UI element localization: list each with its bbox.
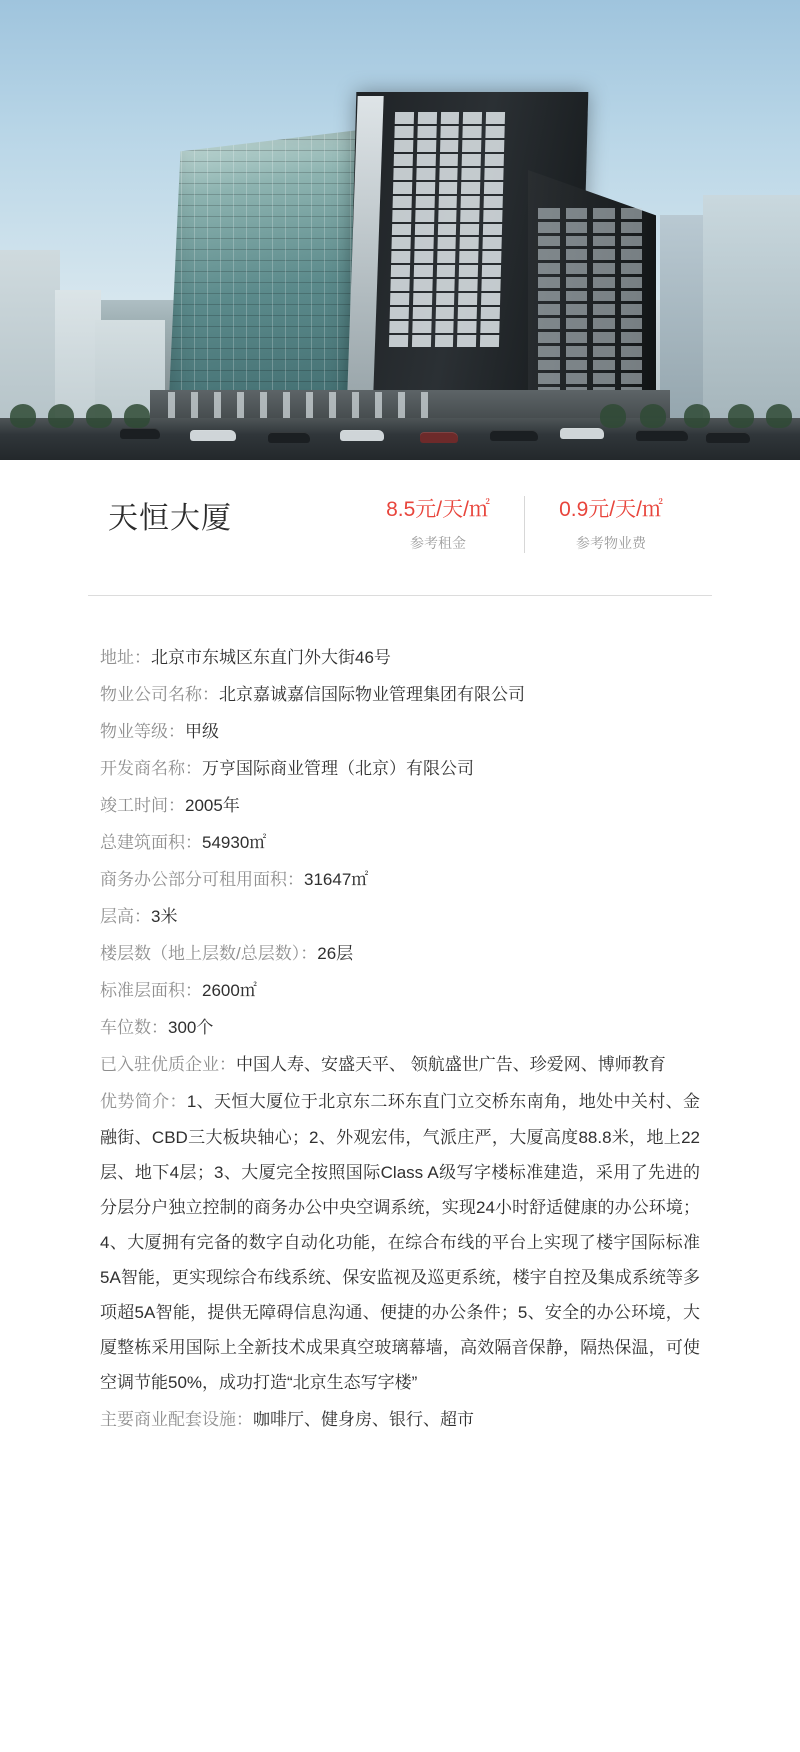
detail-value: 3米 xyxy=(151,907,178,927)
section-divider xyxy=(88,595,712,596)
property-details-list xyxy=(100,640,700,1518)
detail-key: 主要商业配套设施： xyxy=(100,1409,253,1429)
detail-row-tenants xyxy=(100,1047,700,1082)
detail-value: 1、天恒大厦位于北京东二环东直门立交桥东南角，地处中关村、金融街、CBD三大板块轴心；2、外观宏伟，气派庄严，大厦高度88.8米，地上22层、地下4层；3、大厦完全按照国际Class A级写字楼标准建造，采用了先进的分层分户独立控制的商务办公中央空调系统，实现24小时舒适健康的办公环境；4、大厦拥有完备的数字自动化功能，在综合布线的平台上实现了楼宇国际标准5A智能，更实现综合布线系统、保安监视及巡更系统，楼宇自控及集成系统等多项超5A智能，提供无障碍信息沟通、便捷的办公条件；5、安全的办公环境，大厦整栋采用国际上全新技术成果真空玻璃幕墙，高效隔音保静，隔热保温，可使空调节能50%，成功打造“北京生态写字楼” xyxy=(100,1092,700,1392)
detail-key: 层高： xyxy=(100,907,151,927)
detail-row-parking-count xyxy=(100,1010,700,1045)
detail-row-total-area xyxy=(100,825,700,860)
detail-value: 31647㎡ xyxy=(304,870,369,890)
detail-row-completion-year xyxy=(100,788,700,823)
detail-row-developer xyxy=(100,751,700,786)
page-title: 天恒大厦 xyxy=(108,502,232,535)
background-building xyxy=(703,195,800,430)
street-trees xyxy=(0,398,800,428)
detail-value: 北京市东城区东直门外大街46号 xyxy=(151,648,391,668)
detail-key: 楼层数（地上层数/总层数）： xyxy=(100,944,318,964)
management-fee-value: 0.9元/天/㎡ xyxy=(559,498,663,521)
detail-row-property-grade xyxy=(100,714,700,749)
wing-window-grid xyxy=(538,208,642,398)
detail-value: 万亨国际商业管理（北京）有限公司 xyxy=(202,759,474,779)
detail-row-address xyxy=(100,640,700,675)
detail-key: 物业等级： xyxy=(100,722,185,742)
detail-row-facilities xyxy=(100,1402,700,1437)
detail-key: 车位数： xyxy=(100,1018,168,1038)
management-fee-cell xyxy=(524,496,697,553)
price-group xyxy=(352,496,697,553)
detail-value: 甲级 xyxy=(185,722,219,742)
detail-row-property-company xyxy=(100,677,700,712)
detail-value: 中国人寿、安盛天平、 领航盛世广告、珍爱网、博师教育 xyxy=(236,1055,666,1075)
detail-key: 竣工时间： xyxy=(100,796,185,816)
detail-key: 地址： xyxy=(100,648,151,668)
management-fee-label: 参考物业费 xyxy=(576,535,646,552)
detail-value: 咖啡厅、健身房、银行、超市 xyxy=(253,1409,474,1429)
detail-key: 商务办公部分可租用面积： xyxy=(100,870,304,890)
detail-key: 物业公司名称： xyxy=(100,685,219,705)
detail-value: 北京嘉诚嘉信国际物业管理集团有限公司 xyxy=(219,685,525,705)
detail-key: 优势简介： xyxy=(100,1092,187,1112)
detail-row-advantages xyxy=(100,1084,700,1399)
building-hero-image xyxy=(0,0,800,460)
title-and-price-bar xyxy=(0,460,800,553)
detail-row-rentable-area xyxy=(100,862,700,897)
detail-value: 26层 xyxy=(317,944,354,964)
bottom-spacer xyxy=(100,1439,700,1519)
tower-window-grid xyxy=(389,112,505,347)
detail-key: 开发商名称： xyxy=(100,759,202,779)
detail-row-floor-count xyxy=(100,936,700,971)
rent-price-value: 8.5元/天/㎡ xyxy=(386,498,490,521)
detail-row-standard-floor-area xyxy=(100,973,700,1008)
detail-key: 已入驻优质企业： xyxy=(100,1055,236,1075)
detail-value: 2005年 xyxy=(185,796,240,816)
detail-value: 2600㎡ xyxy=(202,981,257,1001)
rent-price-label: 参考租金 xyxy=(410,535,466,552)
detail-key: 标准层面积： xyxy=(100,981,202,1001)
detail-value: 54930㎡ xyxy=(202,833,267,853)
detail-row-floor-height xyxy=(100,899,700,934)
detail-key: 总建筑面积： xyxy=(100,833,202,853)
rent-price-cell xyxy=(352,496,524,553)
detail-value: 300个 xyxy=(168,1018,214,1038)
glass-mullion-grid xyxy=(168,128,376,420)
